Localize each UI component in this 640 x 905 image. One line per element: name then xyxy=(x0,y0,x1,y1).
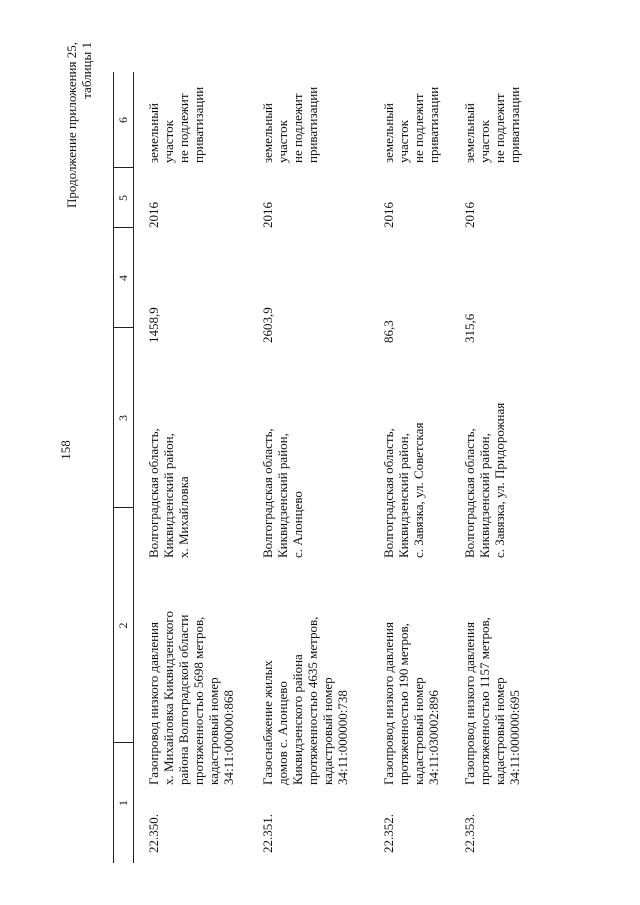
object-name: Газопровод низкого давления протяженностью 190 метров, кадастровый номер 34:11:030002:896 xyxy=(381,622,441,785)
object-name: Газопровод низкого давления х. Михайловка Киквидзенского района Волгоградской области протяженностью 5698 метров, кадастровый номер 34:11:000000:868 xyxy=(146,611,236,785)
object-value: 86,3 xyxy=(381,320,396,343)
object-note: земельный участок не подлежит приватизации xyxy=(462,86,522,163)
object-note: земельный участок не подлежит приватизации xyxy=(260,86,320,163)
object-address: Волгоградская область, Киквидзенский район, х. Михайловка xyxy=(146,428,191,558)
header-col-1: 1 xyxy=(116,800,130,806)
row-number: 22.351. xyxy=(260,814,275,853)
header-col-6: 6 xyxy=(116,117,130,123)
object-address: Волгоградская область, Киквидзенский район, с. Алонцево xyxy=(260,428,305,558)
header-col-3: 3 xyxy=(116,415,130,421)
object-address: Волгоградская область, Киквидзенский район, с. Завязка, ул. Придорожная xyxy=(462,402,507,558)
continuation-line-2: таблицы 1 xyxy=(79,42,94,99)
object-value: 2603,9 xyxy=(260,307,275,343)
object-address: Волгоградская область, Киквидзенский район, с. Завязка, ул. Советская xyxy=(381,422,426,558)
row-number: 22.350. xyxy=(146,814,161,853)
page-number: 158 xyxy=(58,440,73,460)
header-col-5: 5 xyxy=(116,195,130,201)
header-col-2: 2 xyxy=(116,622,130,629)
row-number: 22.353. xyxy=(462,814,477,853)
row-number: 22.352. xyxy=(381,814,396,853)
continuation-note xyxy=(64,42,94,208)
object-year: 2016 xyxy=(381,202,396,228)
object-note: земельный участок не подлежит приватизации xyxy=(146,86,206,163)
object-name: Газоснабжение жилых домов с. Алонцево Киквидзенского района протяженностью 4635 метров, кадастровый номер 34:11:000000:738 xyxy=(260,616,350,785)
header-col-4: 4 xyxy=(116,275,130,281)
object-value: 1458,9 xyxy=(146,307,161,343)
object-year: 2016 xyxy=(146,202,161,228)
object-name: Газопровод низкого давления протяженностью 1157 метров, кадастровый номер 34:11:000000:695 xyxy=(462,617,522,785)
object-year: 2016 xyxy=(462,202,477,228)
continuation-line-1: Продолжение приложения 25, xyxy=(64,42,79,209)
table-header-row xyxy=(113,72,134,863)
object-note: земельный участок не подлежит приватизации xyxy=(381,86,441,163)
object-value: 315,6 xyxy=(462,313,477,343)
property-table xyxy=(113,72,522,863)
object-year: 2016 xyxy=(260,202,275,228)
